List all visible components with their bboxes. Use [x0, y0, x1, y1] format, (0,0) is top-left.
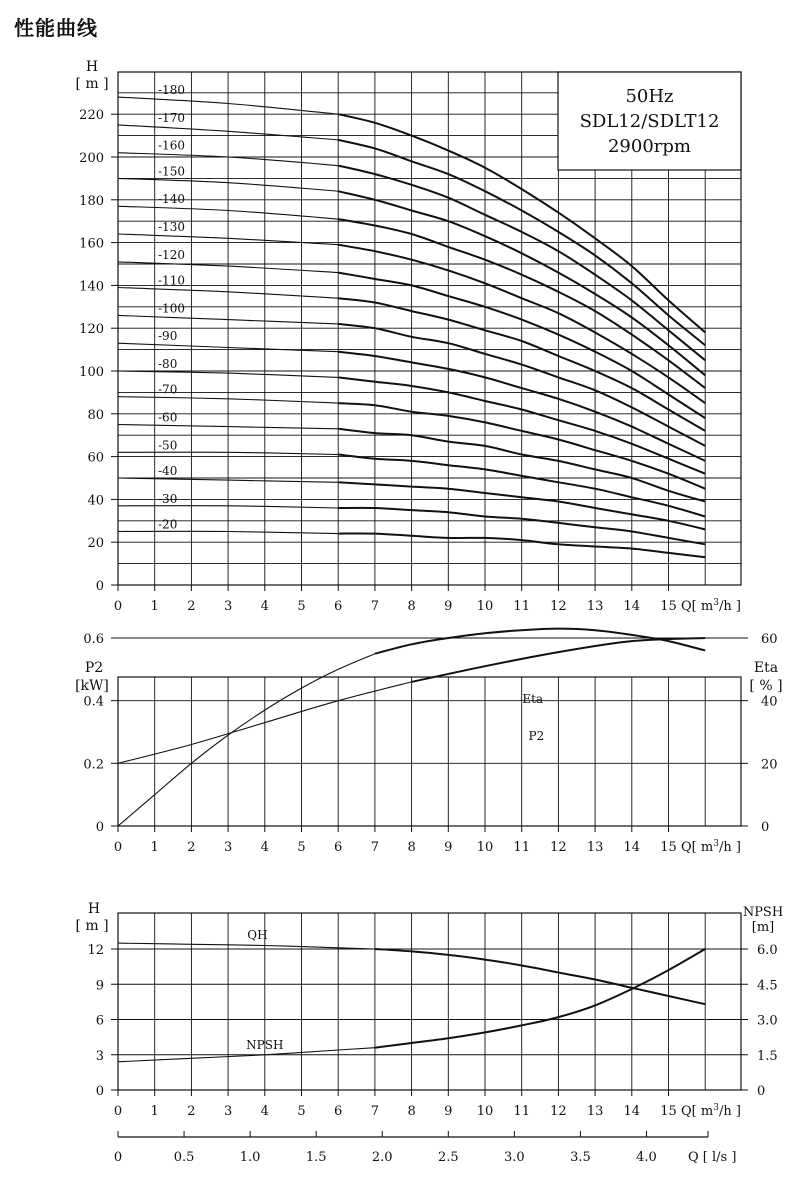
- head-curve-label: -40: [158, 464, 178, 478]
- lps-axis-tick-label: 2.5: [437, 1150, 459, 1165]
- npsh-x-tick-label: 13: [586, 1104, 604, 1119]
- power-y-tick-label: 0.4: [83, 694, 104, 710]
- lps-axis-tick-label: 4.0: [636, 1150, 657, 1165]
- npsh-plot-frame: [118, 913, 741, 1090]
- power-x-tick-label: 0: [113, 840, 123, 855]
- power-x-tick-label: 9: [444, 840, 453, 855]
- head-curve-label: -120: [158, 247, 185, 262]
- npsh-x-tick-label: 14: [623, 1104, 641, 1119]
- npsh-y2-tick-label: 3.0: [757, 1013, 778, 1029]
- power-x-tick-label: 12: [550, 840, 567, 855]
- npsh-x-tick-label: 15: [660, 1104, 677, 1119]
- head-x-tick-label: 12: [550, 599, 567, 614]
- head-y-axis-unit: [ m ]: [75, 76, 109, 92]
- npsh-y-tick-label: 9: [95, 978, 104, 994]
- npsh-x-tick-label: 1: [150, 1104, 159, 1119]
- lps-axis-tick-label: 2.0: [371, 1150, 393, 1165]
- p2-curve-high: [412, 638, 706, 682]
- info-box-line: 50Hz: [625, 86, 674, 107]
- npsh-x-tick-label: 11: [513, 1104, 530, 1119]
- head-y-axis-title: H: [85, 59, 99, 75]
- head-x-tick-label: 10: [476, 599, 494, 614]
- npsh-curve-high: [375, 949, 705, 1048]
- npsh-x-tick-label: 6: [334, 1104, 343, 1119]
- head-y-tick-label: 220: [79, 108, 104, 124]
- power-x-tick-label: 8: [407, 840, 416, 855]
- info-box-line: SDL12/SDLT12: [579, 111, 720, 132]
- lps-axis-tick-label: 3.0: [504, 1150, 525, 1165]
- qh-curve-low: [118, 943, 375, 949]
- lps-axis-tick-label: 0: [113, 1150, 123, 1165]
- head-x-tick-label: 1: [150, 599, 159, 614]
- head-curve-label: -170: [158, 110, 185, 125]
- power-x-tick-label: 1: [150, 840, 159, 855]
- page-title: 性能曲线: [14, 16, 98, 40]
- power-x-tick-label: 6: [334, 840, 343, 855]
- power-y2-tick-label: 0: [761, 820, 770, 835]
- power-x-axis-label: Q[ $m^3/h$ ]: [681, 839, 741, 855]
- head-curve-label: -30: [158, 491, 178, 506]
- head-x-tick-label: 8: [407, 599, 416, 614]
- p2-curve-label: P2: [528, 729, 545, 743]
- head-curve-label: -20: [158, 517, 178, 532]
- head-x-tick-label: 9: [444, 599, 453, 614]
- npsh-y-tick-label: 12: [87, 943, 104, 958]
- npsh-x-tick-label: 4: [260, 1104, 269, 1119]
- head-x-tick-label: 3: [223, 599, 233, 614]
- power-x-tick-label: 7: [370, 840, 380, 855]
- head-x-tick-label: 11: [513, 599, 530, 614]
- head-x-tick-label: 6: [334, 599, 343, 614]
- head-y-tick-label: 140: [79, 279, 104, 295]
- head-y-tick-label: 160: [79, 236, 104, 252]
- head-y-tick-label: 0: [95, 579, 104, 594]
- power-x-tick-label: 3: [223, 840, 233, 855]
- head-curve-label: -140: [158, 192, 185, 207]
- head-x-tick-label: 2: [187, 599, 196, 614]
- power-y-axis-title: P2: [84, 660, 104, 676]
- lps-axis-tick-label: 1.0: [239, 1150, 261, 1165]
- head-y-tick-label: 40: [87, 493, 104, 509]
- npsh-x-tick-label: 12: [550, 1104, 567, 1119]
- npsh-x-tick-label: 7: [370, 1104, 380, 1119]
- head-curve-label: -100: [158, 301, 185, 316]
- npsh-y2-tick-label: 0: [757, 1084, 766, 1099]
- head-curve-label: -70: [158, 382, 178, 397]
- npsh-y-tick-label: 3: [95, 1048, 104, 1064]
- power-x-tick-label: 2: [187, 840, 196, 855]
- power-y-tick-label: 0: [95, 820, 104, 835]
- head-curve-label: -130: [158, 220, 185, 235]
- npsh-y-axis-title: H: [87, 901, 101, 917]
- power-x-tick-label: 15: [660, 840, 677, 855]
- power-x-tick-label: 14: [623, 840, 641, 855]
- head-x-tick-label: 0: [113, 599, 123, 614]
- head-y-tick-label: 180: [79, 193, 104, 209]
- head-x-tick-label: 15: [660, 599, 677, 614]
- power-y2-tick-label: 20: [761, 757, 778, 773]
- head-curve-label: -160: [158, 138, 185, 153]
- qh-curve-label: QH: [247, 928, 268, 942]
- info-box-line: 2900rpm: [607, 136, 692, 157]
- lps-axis-label: Q [ l/s ]: [688, 1150, 737, 1165]
- eta-curve-high: [375, 629, 705, 654]
- head-y-tick-label: 20: [87, 536, 104, 552]
- head-y-tick-label: 60: [87, 450, 104, 466]
- power-y-tick-label: 0.2: [83, 757, 104, 773]
- power-y2-tick-label: 40: [761, 694, 778, 710]
- npsh-y2-axis-unit: [m]: [751, 920, 775, 935]
- lps-axis-tick-label: 3.5: [570, 1150, 591, 1165]
- head-curve-label: -50: [158, 438, 178, 453]
- power-x-tick-label: 4: [260, 840, 269, 855]
- npsh-curve-label: NPSH: [246, 1038, 284, 1052]
- npsh-y2-tick-label: 4.5: [757, 978, 778, 994]
- head-curve-label: -180: [158, 83, 185, 98]
- head-x-tick-label: 13: [586, 599, 604, 614]
- npsh-x-tick-label: 2: [187, 1104, 196, 1119]
- npsh-y-tick-label: 0: [95, 1084, 104, 1099]
- npsh-y2-axis-title: NPSH: [742, 905, 784, 920]
- npsh-y-tick-label: 6: [95, 1013, 104, 1029]
- head-curve-label: -60: [158, 410, 178, 425]
- lps-axis-tick-label: 1.5: [305, 1150, 327, 1165]
- power-x-tick-label: 5: [297, 840, 306, 855]
- head-x-tick-label: 5: [297, 599, 306, 614]
- npsh-x-tick-label: 0: [113, 1104, 123, 1119]
- power-plot-frame: [118, 677, 741, 826]
- head-y-tick-label: 80: [87, 407, 104, 423]
- power-x-tick-label: 10: [476, 840, 494, 855]
- head-curve-label: -150: [158, 164, 185, 179]
- head-curve-label: -90: [158, 329, 178, 344]
- power-y-axis-unit: [kW]: [75, 678, 109, 694]
- head-curve-label: -110: [158, 273, 185, 288]
- head-curve-label: -80: [158, 357, 178, 371]
- power-y-tick-label: 0.6: [83, 632, 104, 647]
- npsh-x-tick-label: 10: [476, 1104, 494, 1119]
- head-y-tick-label: 120: [79, 322, 104, 338]
- head-y-tick-label: 200: [79, 151, 104, 166]
- power-y2-axis-title: Eta: [753, 660, 779, 676]
- npsh-x-axis-label: Q[ $m^3/h$ ]: [681, 1103, 741, 1119]
- eta-curve-label: Eta: [522, 692, 544, 706]
- power-y2-tick-label: 60: [761, 632, 778, 647]
- eta-curve-low: [118, 654, 375, 826]
- power-x-tick-label: 13: [586, 840, 604, 855]
- npsh-x-tick-label: 3: [223, 1104, 233, 1119]
- head-x-tick-label: 14: [623, 599, 641, 614]
- power-y2-axis-unit: [ % ]: [749, 678, 783, 694]
- npsh-y2-tick-label: 1.5: [757, 1048, 778, 1064]
- npsh-x-tick-label: 9: [444, 1104, 453, 1119]
- npsh-y2-tick-label: 6.0: [757, 943, 778, 958]
- head-x-axis-label: Q[ $m^3/h$ ]: [681, 598, 741, 614]
- npsh-x-tick-label: 8: [407, 1104, 416, 1119]
- npsh-y-axis-unit: [ m ]: [75, 918, 109, 934]
- head-x-tick-label: 7: [370, 599, 380, 614]
- npsh-x-tick-label: 5: [297, 1104, 306, 1119]
- lps-axis-tick-label: 0.5: [173, 1150, 195, 1165]
- power-x-tick-label: 11: [513, 840, 530, 855]
- head-y-tick-label: 100: [79, 365, 104, 380]
- head-x-tick-label: 4: [260, 599, 269, 614]
